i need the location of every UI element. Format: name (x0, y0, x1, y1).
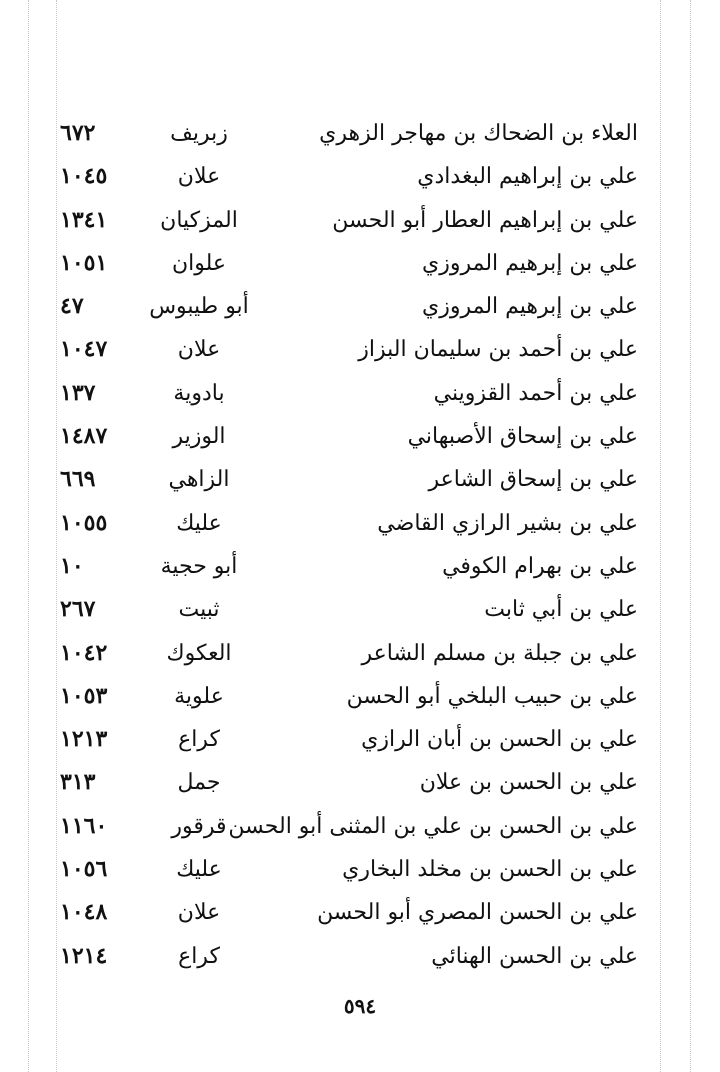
entry-number: ٦٧٢ (60, 120, 96, 146)
index-entry-row (0, 328, 720, 371)
entry-number: ١٣٧ (60, 379, 96, 406)
entry-name: علي بن إسحاق الأصبهاني (407, 424, 638, 450)
entry-name: علي بن إبرهيم المروزي (422, 250, 638, 276)
index-entry-row (0, 372, 720, 415)
entry-name: علي بن الحسن بن علي بن المثنى أبو الحسن (228, 813, 638, 839)
index-entry-row (0, 502, 720, 545)
entry-name: علي بن إبراهيم البغدادي (417, 164, 638, 190)
index-entry-row (0, 935, 720, 978)
entry-name: علي بن الحسن بن علان (419, 770, 638, 796)
entry-number: ١٤٨٧ (60, 423, 108, 450)
entry-nickname: أبو حجية (160, 553, 238, 579)
entry-nickname: علوان (171, 250, 227, 276)
entry-number: ١٣٤١ (60, 206, 108, 233)
entry-name: علي بن إسحاق الشاعر (428, 467, 638, 493)
entry-nickname: كراع (178, 943, 220, 969)
entry-number: ١٠٥٦ (60, 856, 108, 883)
index-entry-row (0, 242, 720, 285)
index-entry-row (0, 848, 720, 891)
entry-number: ١٠٤٢ (60, 639, 108, 666)
entry-nickname: العكوك (166, 640, 232, 666)
entry-nickname: كراع (178, 727, 220, 753)
page-number: ٥٩٤ (343, 994, 377, 1018)
index-entry-row (0, 285, 720, 328)
entry-nickname: الزاهي (168, 467, 230, 493)
index-entry-row (0, 805, 720, 848)
entry-name: علي بن الحسن المصري أبو الحسن (317, 900, 638, 926)
entry-nickname: جمل (177, 770, 221, 796)
entry-number: ١١٦٠ (60, 812, 108, 839)
entry-nickname: زبريف (170, 121, 228, 146)
entry-number: ١٠ (60, 552, 84, 579)
entry-number: ١٠٤٥ (60, 163, 108, 190)
entry-name: علي بن بشير الرازي القاضي (377, 510, 638, 536)
index-entry-row (0, 458, 720, 501)
index-entry-row (0, 632, 720, 675)
index-entries-list (0, 112, 720, 978)
entry-name: علي بن أحمد بن سليمان البزاز (358, 337, 638, 363)
entry-name: علي بن أبي ثابت (484, 597, 638, 623)
entry-nickname: أبو طيبوس (149, 294, 249, 320)
index-entry-row (0, 891, 720, 934)
index-entry-row (0, 718, 720, 761)
index-entry-row (0, 545, 720, 588)
entry-nickname: المزكيان (160, 207, 238, 233)
entry-name: علي بن إبراهيم العطار أبو الحسن (332, 207, 638, 233)
entry-number: ١٢١٣ (60, 726, 108, 753)
entry-nickname: عليك (176, 857, 222, 883)
entry-name: علي بن حبيب البلخي أبو الحسن (346, 683, 638, 709)
entry-name: علي بن جبلة بن مسلم الشاعر (361, 640, 638, 666)
entry-name: علي بن الحسن بن أبان الرازي (361, 727, 638, 753)
entry-number: ١٠٥٥ (60, 509, 108, 536)
entry-number: ١٠٥٣ (60, 682, 108, 709)
index-entry-row (0, 199, 720, 242)
entry-nickname: علوية (174, 683, 224, 709)
entry-number: ١٠٤٨ (60, 899, 108, 926)
index-entry-row (0, 112, 720, 155)
entry-number: ٦٦٩ (60, 466, 96, 493)
index-entry-row (0, 415, 720, 458)
index-entry-row (0, 155, 720, 198)
entry-name: علي بن إبرهيم المروزي (422, 294, 638, 320)
entry-name: العلاء بن الضحاك بن مهاجر الزهري (319, 121, 638, 146)
entry-nickname: علان (177, 164, 221, 190)
entry-name: علي بن بهرام الكوفي (442, 553, 638, 579)
entry-nickname: الوزير (172, 424, 226, 450)
entry-nickname: ثبيت (178, 597, 220, 623)
entry-number: ١٠٤٧ (60, 336, 108, 363)
index-entry-row (0, 761, 720, 804)
entry-number: ٤٧ (60, 293, 84, 320)
entry-nickname: قرقور (171, 813, 227, 839)
entry-number: ٢٦٧ (60, 596, 96, 623)
entry-number: ٣١٣ (60, 769, 96, 796)
entry-nickname: عليك (176, 510, 222, 536)
entry-nickname: بادوية (173, 380, 225, 406)
entry-nickname: علان (177, 337, 221, 363)
entry-nickname: علان (177, 900, 221, 926)
entry-name: علي بن الحسن الهنائي (431, 943, 638, 969)
entry-number: ١٠٥١ (60, 249, 108, 276)
entry-name: علي بن الحسن بن مخلد البخاري (342, 857, 638, 883)
index-entry-row (0, 675, 720, 718)
entry-number: ١٢١٤ (60, 942, 108, 969)
index-entry-row (0, 588, 720, 631)
entry-name: علي بن أحمد القزويني (433, 380, 638, 406)
